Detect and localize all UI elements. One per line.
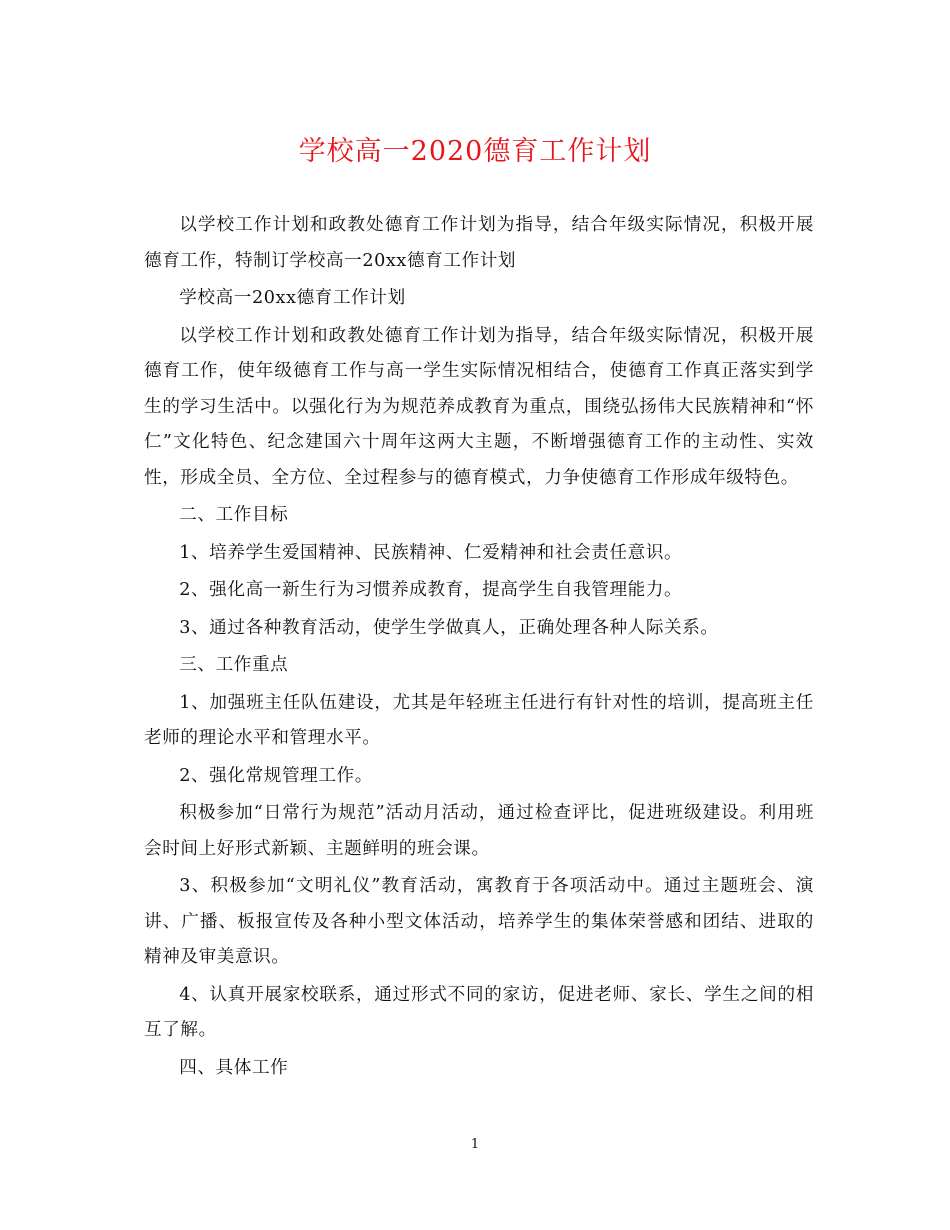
paragraph-goal-2: 2、强化高一新生行为习惯养成教育，提高学生自我管理能力。	[179, 580, 683, 600]
paragraph-subtitle: 学校高一20xx德育工作计划	[179, 288, 406, 308]
paragraph-focus-2-detail: 积极参加“日常行为规范”活动月活动，通过检查评比，促进班级建设。利用班会时间上好形式新颖、主题鲜明的班会课。	[144, 803, 814, 859]
section-heading-tasks: 四、具体工作	[179, 1057, 289, 1078]
paragraph-focus-3: 3、积极参加“文明礼仪”教育活动，寓教育于各项活动中。通过主题班会、演讲、广播、板报宣传及各种小型文体活动，培养学生的集体荣誉感和团结、进取的精神及审美意识。	[144, 876, 814, 967]
section-heading-focus: 三、工作重点	[179, 655, 289, 675]
document-body	[144, 208, 814, 1088]
paragraph-guiding-idea: 以学校工作计划和政教处德育工作计划为指导，结合年级实际情况，积极开展德育工作，使年级德育工作与高一学生实际情况相结合，使德育工作真正落实到学生的学习生活中。以强化行为为规范养成教育为重点，围绕弘扬伟大民族精神和“怀仁”文化特色、纪念建国六十周年这两大主题，不断增强德育工作的主动性、实效性，形成全员、全方位、全过程参与的德育模式，力争使德育工作形成年级特色。	[144, 325, 814, 488]
paragraph-intro: 以学校工作计划和政教处德育工作计划为指导，结合年级实际情况，积极开展德育工作，特制订学校高一20xx德育工作计划	[144, 215, 814, 271]
paragraph-goal-3: 3、通过各种教育活动，使学生学做真人，正确处理各种人际关系。	[179, 617, 719, 638]
paragraph-focus-2: 2、强化常规管理工作。	[179, 765, 373, 786]
section-heading-goals: 二、工作目标	[179, 505, 289, 525]
paragraph-focus-1: 1、加强班主任队伍建设，尤其是年轻班主任进行有针对性的培训，提高班主任老师的理论水平和管理水平。	[144, 692, 814, 748]
paragraph-focus-4: 4、认真开展家校联系，通过形式不同的家访，促进老师、家长、学生之间的相互了解。	[144, 984, 814, 1040]
page-number: 1	[470, 1137, 480, 1152]
document-title: 学校高一2020德育工作计划	[298, 136, 652, 167]
paragraph-goal-1: 1、培养学生爱国精神、民族精神、仁爱精神和社会责任意识。	[179, 542, 683, 563]
